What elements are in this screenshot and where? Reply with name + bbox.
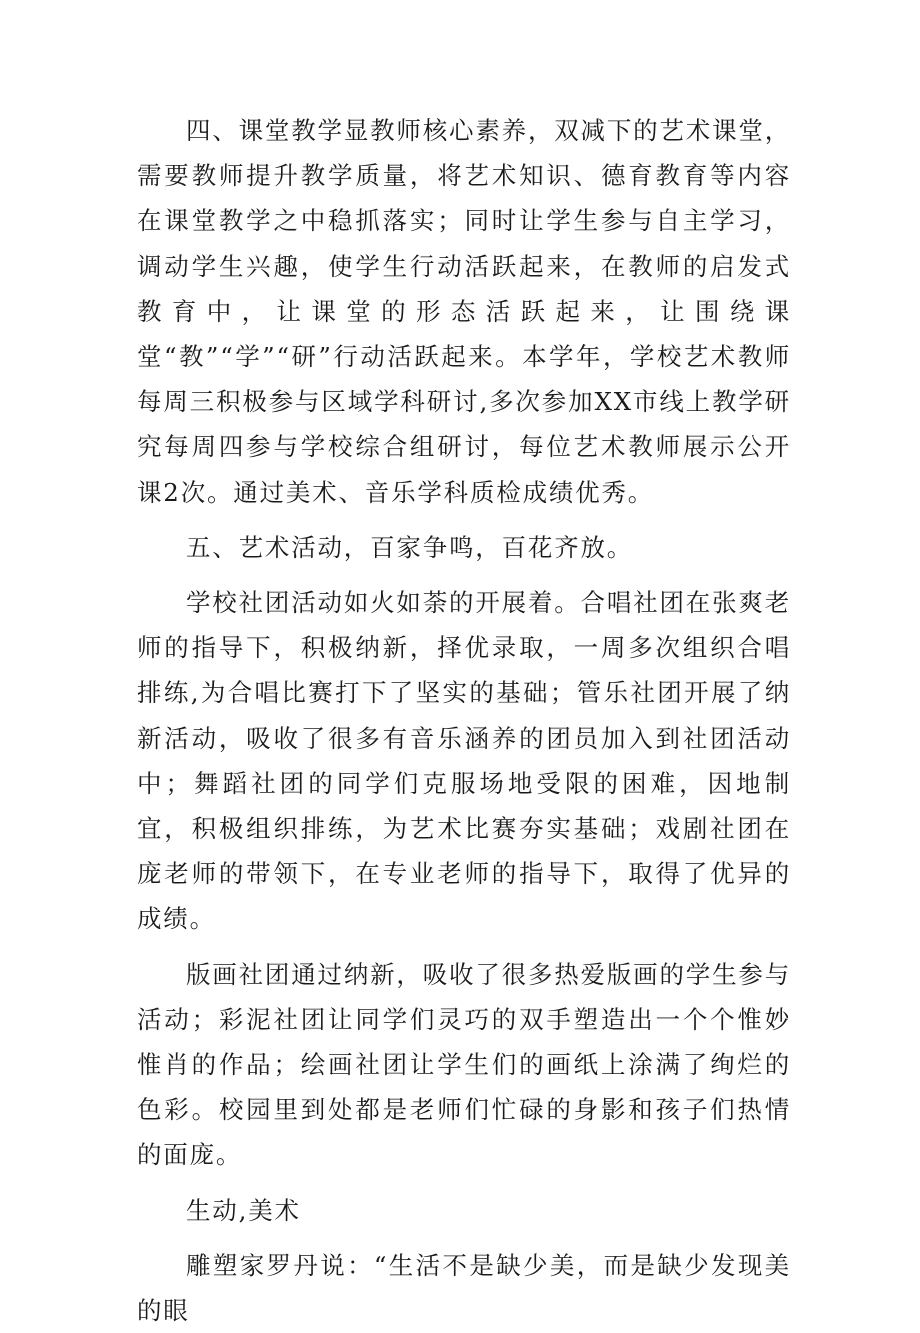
paragraph-rodin-quote: 雕塑家罗丹说：“生活不是缺少美，而是缺少发现美的眼: [137, 1250, 791, 1326]
paragraph-section-five-heading: 五、艺术活动，百家争鸣，百花齐放。: [186, 532, 634, 562]
paragraph-club-activities: 学校社团活动如火如荼的开展着。合唱社团在张爽老师的指导下，积极纳新，择优录取，一周多次组织合唱排练,为合唱比赛打下了坚实的基础；管乐社团开展了纳新活动，吸收了很多有音乐涵养的团员加入到社团活动中；舞蹈社团的同学们克服场地受限的困难，因地制宜，积极组织排练，为艺术比赛夯实基础；戏剧社团在庞老师的带领下，在专业老师的指导下，取得了优异的成绩。: [137, 588, 791, 934]
paragraph-teaching-quality: 四、课堂教学显教师核心素养，双减下的艺术课堂，需要教师提升教学质量，将艺术知识、德育教育等内容在课堂教学之中稳抓落实；同时让学生参与自主学习，调动学生兴趣，使学生行动活跃起来，在教师的启发式教育中，让课堂的形态活跃起来，让围绕课堂“教”“学”“研”行动活跃起来。本学年，学校艺术教师每周三积极参与区域学科研讨,多次参加XX市线上教学研究每周四参与学校综合组研讨，每位艺术教师展示公开课2次。通过美术、音乐学科质检成绩优秀。: [137, 116, 791, 507]
paragraph-subheading-vivid-art: 生动,美术: [186, 1195, 301, 1225]
paragraph-art-clubs: 版画社团通过纳新，吸收了很多热爱版画的学生参与活动；彩泥社团让同学们灵巧的双手塑造出一个个惟妙惟肖的作品；绘画社团让学生们的画纸上涂满了绚烂的色彩。校园里到处都是老师们忙碌的身影和孩子们热情的面庞。: [137, 959, 791, 1170]
document-body: [137, 108, 791, 1333]
